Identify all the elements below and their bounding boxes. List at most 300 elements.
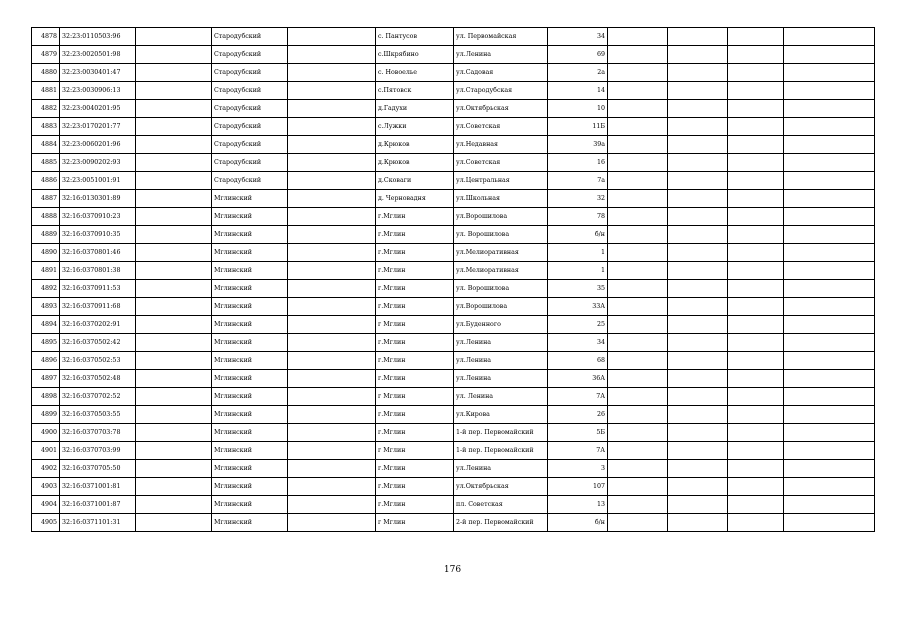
street-cell: ул.Ленина [454,460,548,478]
empty-cell [784,82,875,100]
empty-cell [784,64,875,82]
empty-cell [728,262,784,280]
register-table [31,27,875,532]
empty-cell [608,64,668,82]
district-cell: Мглинский [212,370,288,388]
empty-cell [288,262,376,280]
cadastral-number-cell: 32:16:0370703:78 [60,424,136,442]
empty-cell [136,262,212,280]
house-number-cell: 11Б [548,118,608,136]
empty-cell [136,388,212,406]
cadastral-number-cell: 32:23:0090202:93 [60,154,136,172]
empty-cell [668,370,728,388]
district-cell: Стародубский [212,64,288,82]
empty-cell [608,478,668,496]
street-cell: ул.Школьная [454,190,548,208]
empty-cell [136,100,212,118]
table-row [32,514,875,532]
page-number: 176 [443,565,462,575]
empty-cell [136,46,212,64]
locality-cell: д.Крюков [376,136,454,154]
empty-cell [136,118,212,136]
cadastral-number-cell: 32:16:0370801:46 [60,244,136,262]
house-number-cell: 13 [548,496,608,514]
empty-cell [136,190,212,208]
empty-cell [668,280,728,298]
record-number-cell: 4885 [32,154,60,172]
cadastral-number-cell: 32:23:0030906:13 [60,82,136,100]
record-number-cell: 4894 [32,316,60,334]
empty-cell [288,226,376,244]
record-number-cell: 4896 [32,352,60,370]
empty-cell [136,208,212,226]
record-number-cell: 4878 [32,28,60,46]
empty-cell [784,514,875,532]
cadastral-number-cell: 32:16:0370503:55 [60,406,136,424]
house-number-cell: 36А [548,370,608,388]
table-row [32,118,875,136]
table-row [32,262,875,280]
cadastral-number-cell: 32:16:0370202:91 [60,316,136,334]
record-number-cell: 4891 [32,262,60,280]
empty-cell [136,352,212,370]
record-number-cell: 4902 [32,460,60,478]
house-number-cell: 3 [548,460,608,478]
locality-cell: д.Гадухи [376,100,454,118]
record-number-cell: 4888 [32,208,60,226]
empty-cell [784,388,875,406]
record-number-cell: 4883 [32,118,60,136]
empty-cell [608,352,668,370]
cadastral-number-cell: 32:16:0370502:53 [60,352,136,370]
district-cell: Мглинский [212,334,288,352]
empty-cell [608,298,668,316]
table-row [32,496,875,514]
table-row [32,406,875,424]
street-cell: ул. Ворошилова [454,226,548,244]
empty-cell [136,154,212,172]
district-cell: Стародубский [212,172,288,190]
empty-cell [668,226,728,244]
record-number-cell: 4905 [32,514,60,532]
district-cell: Стародубский [212,118,288,136]
record-number-cell: 4900 [32,424,60,442]
house-number-cell: б/н [548,226,608,244]
empty-cell [784,100,875,118]
empty-cell [728,478,784,496]
empty-cell [784,226,875,244]
empty-cell [608,262,668,280]
empty-cell [668,82,728,100]
empty-cell [608,46,668,64]
district-cell: Мглинский [212,442,288,460]
empty-cell [728,64,784,82]
empty-cell [784,190,875,208]
cadastral-number-cell: 32:23:0040201:95 [60,100,136,118]
record-number-cell: 4879 [32,46,60,64]
empty-cell [136,316,212,334]
record-number-cell: 4886 [32,172,60,190]
street-cell: ул.Ленина [454,334,548,352]
house-number-cell: 26 [548,406,608,424]
empty-cell [288,442,376,460]
street-cell: ул. Ворошилова [454,280,548,298]
empty-cell [136,226,212,244]
empty-cell [668,136,728,154]
district-cell: Стародубский [212,154,288,172]
street-cell: ул.Мелиоративная [454,262,548,280]
table-row [32,82,875,100]
locality-cell: г.Мглин [376,424,454,442]
empty-cell [728,100,784,118]
empty-cell [136,28,212,46]
cadastral-number-cell: 32:23:0060201:96 [60,136,136,154]
district-cell: Стародубский [212,100,288,118]
empty-cell [288,334,376,352]
empty-cell [668,46,728,64]
empty-cell [136,442,212,460]
cadastral-number-cell: 32:16:0370910:35 [60,226,136,244]
locality-cell: с. Новоелье [376,64,454,82]
empty-cell [784,118,875,136]
house-number-cell: 107 [548,478,608,496]
house-number-cell: 69 [548,46,608,64]
cadastral-number-cell: 32:16:0371001:81 [60,478,136,496]
locality-cell: с. Пантусов [376,28,454,46]
district-cell: Мглинский [212,388,288,406]
table-row [32,298,875,316]
empty-cell [608,424,668,442]
cadastral-number-cell: 32:16:0371001:87 [60,496,136,514]
locality-cell: д.Сковаги [376,172,454,190]
house-number-cell: 32 [548,190,608,208]
empty-cell [784,316,875,334]
record-number-cell: 4904 [32,496,60,514]
district-cell: Мглинский [212,406,288,424]
street-cell: ул.Мелиоративная [454,244,548,262]
locality-cell: г Мглин [376,388,454,406]
empty-cell [728,244,784,262]
locality-cell: г.Мглин [376,460,454,478]
table-row [32,388,875,406]
empty-cell [668,406,728,424]
table-row [32,478,875,496]
empty-cell [728,208,784,226]
table-row [32,190,875,208]
empty-cell [608,118,668,136]
empty-cell [668,352,728,370]
table-row [32,226,875,244]
district-cell: Стародубский [212,136,288,154]
cadastral-number-cell: 32:16:0370703:99 [60,442,136,460]
empty-cell [728,442,784,460]
house-number-cell: 7а [548,172,608,190]
empty-cell [668,316,728,334]
house-number-cell: 34 [548,334,608,352]
locality-cell: г Мглин [376,316,454,334]
empty-cell [728,190,784,208]
district-cell: Мглинский [212,298,288,316]
empty-cell [288,496,376,514]
empty-cell [668,388,728,406]
empty-cell [728,460,784,478]
empty-cell [728,46,784,64]
empty-cell [728,28,784,46]
street-cell: ул.Буденного [454,316,548,334]
empty-cell [668,298,728,316]
record-number-cell: 4884 [32,136,60,154]
street-cell: ул.Садовая [454,64,548,82]
empty-cell [288,298,376,316]
house-number-cell: 1 [548,244,608,262]
empty-cell [608,334,668,352]
empty-cell [608,136,668,154]
empty-cell [288,82,376,100]
empty-cell [668,334,728,352]
empty-cell [784,46,875,64]
district-cell: Мглинский [212,478,288,496]
district-cell: Мглинский [212,352,288,370]
table-row [32,460,875,478]
locality-cell: г.Мглин [376,496,454,514]
empty-cell [136,64,212,82]
empty-cell [728,406,784,424]
cadastral-number-cell: 32:16:0370801:38 [60,262,136,280]
empty-cell [728,514,784,532]
empty-cell [668,478,728,496]
cadastral-number-cell: 32:16:0370910:23 [60,208,136,226]
record-number-cell: 4882 [32,100,60,118]
street-cell: ул.Советская [454,118,548,136]
empty-cell [728,226,784,244]
district-cell: Мглинский [212,244,288,262]
house-number-cell: 1 [548,262,608,280]
empty-cell [784,208,875,226]
empty-cell [136,244,212,262]
house-number-cell: 68 [548,352,608,370]
empty-cell [668,190,728,208]
empty-cell [608,172,668,190]
empty-cell [288,136,376,154]
empty-cell [728,154,784,172]
empty-cell [608,406,668,424]
empty-cell [668,64,728,82]
empty-cell [728,118,784,136]
empty-cell [784,298,875,316]
empty-cell [288,406,376,424]
district-cell: Мглинский [212,226,288,244]
empty-cell [288,460,376,478]
table-row [32,352,875,370]
record-number-cell: 4890 [32,244,60,262]
street-cell: 2-й пер. Первомайский [454,514,548,532]
empty-cell [288,352,376,370]
empty-cell [668,424,728,442]
empty-cell [784,136,875,154]
empty-cell [136,82,212,100]
district-cell: Мглинский [212,262,288,280]
locality-cell: г.Мглин [376,208,454,226]
locality-cell: г.Мглин [376,478,454,496]
locality-cell: г.Мглин [376,226,454,244]
street-cell: ул.Ворошилова [454,208,548,226]
street-cell: ул.Центральная [454,172,548,190]
empty-cell [288,208,376,226]
empty-cell [608,280,668,298]
empty-cell [784,334,875,352]
empty-cell [136,478,212,496]
empty-cell [136,406,212,424]
empty-cell [608,514,668,532]
locality-cell: г.Мглин [376,280,454,298]
empty-cell [668,514,728,532]
empty-cell [136,424,212,442]
record-number-cell: 4887 [32,190,60,208]
empty-cell [784,262,875,280]
cadastral-number-cell: 32:16:0370502:48 [60,370,136,388]
table-row [32,46,875,64]
table-row [32,280,875,298]
locality-cell: г.Мглин [376,244,454,262]
street-cell: 1-й пер. Первомайский [454,424,548,442]
empty-cell [288,244,376,262]
empty-cell [784,352,875,370]
house-number-cell: 2а [548,64,608,82]
empty-cell [136,298,212,316]
empty-cell [608,154,668,172]
empty-cell [288,28,376,46]
empty-cell [728,352,784,370]
house-number-cell: 10 [548,100,608,118]
table-row [32,370,875,388]
record-number-cell: 4897 [32,370,60,388]
district-cell: Мглинский [212,208,288,226]
street-cell: ул.Недавная [454,136,548,154]
empty-cell [288,100,376,118]
house-number-cell: 33А [548,298,608,316]
table-row [32,100,875,118]
house-number-cell: 7А [548,388,608,406]
table-row [32,172,875,190]
locality-cell: с.Пятовск [376,82,454,100]
district-cell: Стародубский [212,28,288,46]
street-cell: ул. Ленина [454,388,548,406]
empty-cell [136,334,212,352]
table-row [32,28,875,46]
locality-cell: г Мглин [376,442,454,460]
house-number-cell: 5Б [548,424,608,442]
empty-cell [784,496,875,514]
empty-cell [668,154,728,172]
record-number-cell: 4899 [32,406,60,424]
empty-cell [784,370,875,388]
empty-cell [728,136,784,154]
district-cell: Стародубский [212,46,288,64]
street-cell: ул.Октябрьская [454,478,548,496]
empty-cell [728,298,784,316]
empty-cell [728,388,784,406]
record-number-cell: 4892 [32,280,60,298]
empty-cell [136,370,212,388]
record-number-cell: 4880 [32,64,60,82]
empty-cell [608,28,668,46]
empty-cell [728,424,784,442]
locality-cell: г Мглин [376,514,454,532]
table-row [32,316,875,334]
cadastral-number-cell: 32:16:0370911:53 [60,280,136,298]
empty-cell [136,172,212,190]
cadastral-number-cell: 32:16:0370502:42 [60,334,136,352]
record-number-cell: 4898 [32,388,60,406]
empty-cell [608,442,668,460]
empty-cell [728,370,784,388]
cadastral-number-cell: 32:23:0020501:98 [60,46,136,64]
street-cell: ул.Ленина [454,352,548,370]
cadastral-number-cell: 32:23:0170201:77 [60,118,136,136]
empty-cell [136,460,212,478]
street-cell: ул.Ленина [454,46,548,64]
empty-cell [784,28,875,46]
empty-cell [608,190,668,208]
cadastral-number-cell: 32:16:0370911:68 [60,298,136,316]
empty-cell [288,64,376,82]
table-row [32,154,875,172]
empty-cell [136,514,212,532]
house-number-cell: 16 [548,154,608,172]
empty-cell [668,172,728,190]
empty-cell [288,172,376,190]
empty-cell [288,370,376,388]
empty-cell [668,244,728,262]
empty-cell [288,316,376,334]
cadastral-number-cell: 32:23:0110503:96 [60,28,136,46]
record-number-cell: 4901 [32,442,60,460]
empty-cell [288,478,376,496]
empty-cell [288,190,376,208]
table-row [32,334,875,352]
street-cell: ул.Советская [454,154,548,172]
street-cell: ул. Первомайская [454,28,548,46]
empty-cell [668,496,728,514]
empty-cell [608,370,668,388]
table-row [32,64,875,82]
house-number-cell: б/н [548,514,608,532]
empty-cell [608,496,668,514]
empty-cell [728,316,784,334]
locality-cell: д.Крюков [376,154,454,172]
empty-cell [784,406,875,424]
empty-cell [608,82,668,100]
cadastral-number-cell: 32:23:0051001:91 [60,172,136,190]
house-number-cell: 39а [548,136,608,154]
empty-cell [288,424,376,442]
empty-cell [784,442,875,460]
table-row [32,136,875,154]
empty-cell [784,478,875,496]
empty-cell [608,460,668,478]
locality-cell: г.Мглин [376,262,454,280]
empty-cell [728,496,784,514]
district-cell: Мглинский [212,316,288,334]
house-number-cell: 7А [548,442,608,460]
empty-cell [288,118,376,136]
empty-cell [668,100,728,118]
street-cell: ул.Ленина [454,370,548,388]
locality-cell: г.Мглин [376,370,454,388]
locality-cell: с.Лужки [376,118,454,136]
empty-cell [288,280,376,298]
empty-cell [784,460,875,478]
